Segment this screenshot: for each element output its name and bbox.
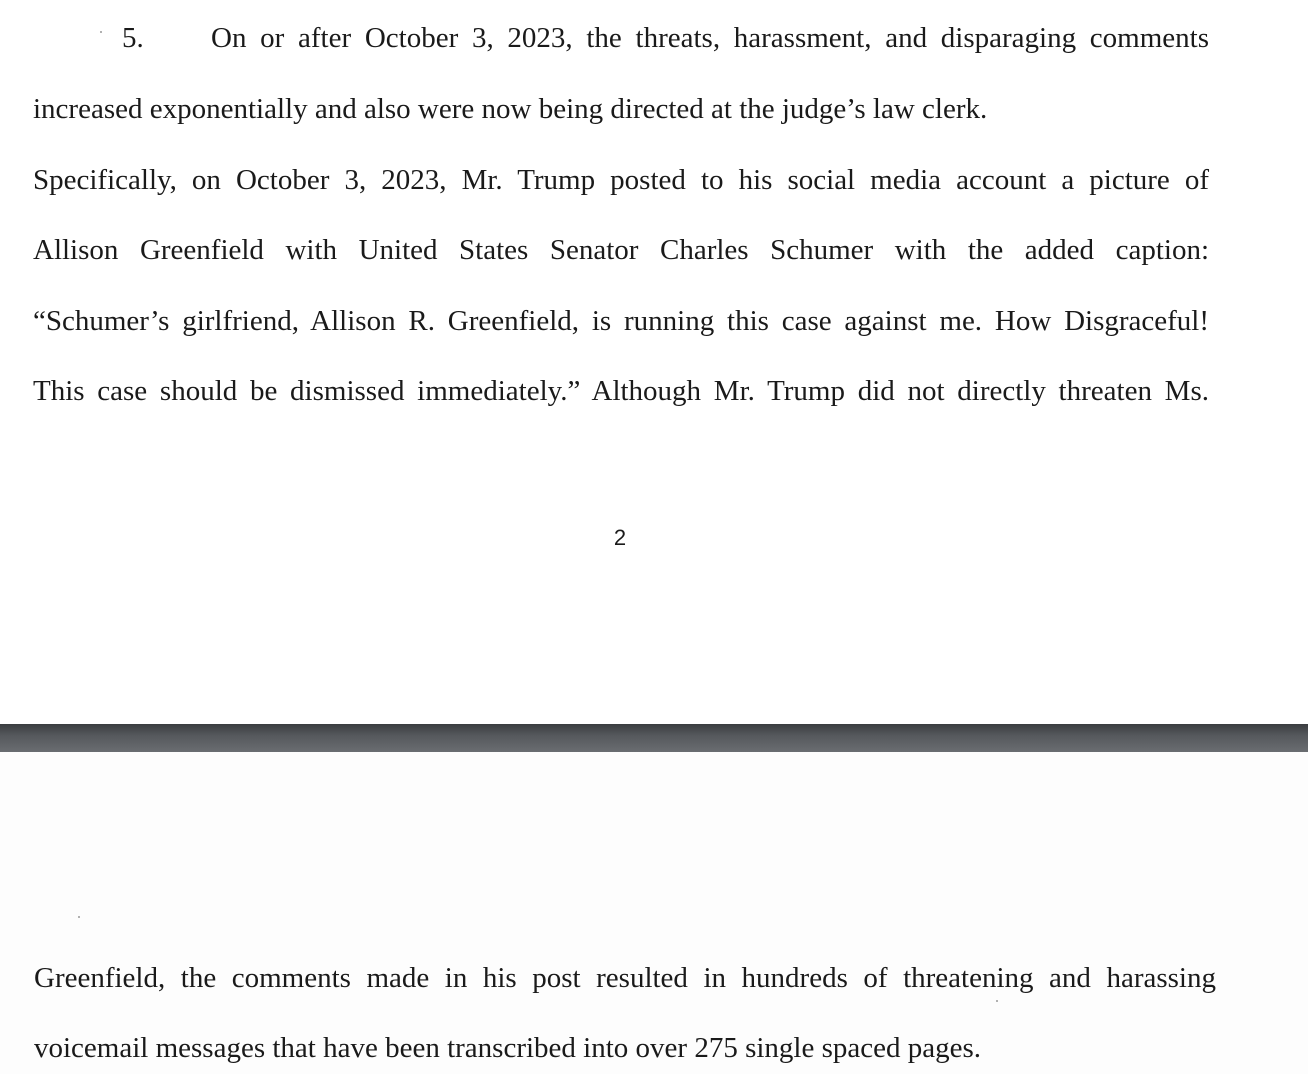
scan-speck — [996, 1000, 998, 1002]
scan-speck — [78, 916, 80, 918]
scan-speck — [100, 31, 102, 33]
paragraph-line-8: voicemail messages that have been transcribed into over 275 single spaced pages. — [34, 1032, 982, 1064]
paragraph-line-4: Allison Greenfield with United States Senator Charles Schumer with the added caption: — [33, 234, 1209, 266]
page-number: 2 — [613, 525, 627, 550]
paragraph-line-5: “Schumer’s girlfriend, Allison R. Greenfield, is running this case against me. How Disgraceful! — [33, 305, 1209, 337]
paragraph-line-6: This case should be dismissed immediately.” Although Mr. Trump did not directly threaten Ms. — [33, 375, 1209, 407]
paragraph-line-2: increased exponentially and also were now being directed at the judge’s law clerk. — [33, 93, 988, 125]
paragraph-line-3: Specifically, on October 3, 2023, Mr. Trump posted to his social media account a picture of — [33, 164, 1209, 196]
paragraph-number: 5. — [122, 22, 144, 54]
document-page-bottom — [0, 752, 1308, 1074]
paragraph-line-7: Greenfield, the comments made in his post resulted in hundreds of threatening and harassing — [34, 962, 1216, 994]
page-separator — [0, 724, 1308, 752]
paragraph-line-1: On or after October 3, 2023, the threats, harassment, and disparaging comments — [211, 22, 1209, 54]
